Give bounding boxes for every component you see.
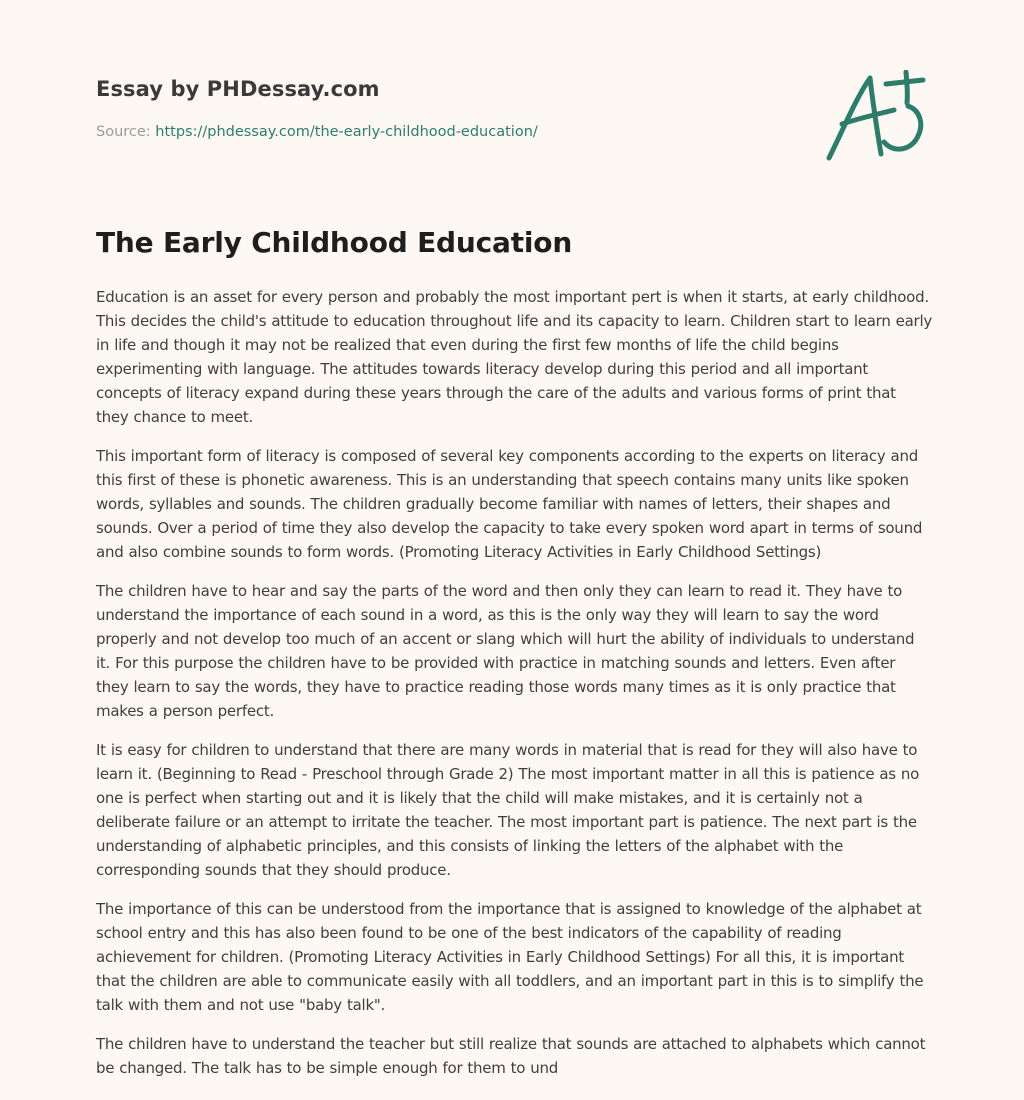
essay-paragraph: It is easy for children to understand that there are many words in material that is read for they will also have to learn it. (Beginning to Read - Preschool through Grade 2) The most important matter in all this is patience as no one is perfect when starting out and it is likely that the child will make mistakes, and it is certainly not a deliberate failure or an attempt to irritate the teacher. The most important part is patience. The next part is the understanding of alphabetic principles, and this consists of linking the letters of the alphabet with the corresponding sounds that they should produce.	[96, 741, 920, 879]
essay-title: The Early Childhood Education	[96, 226, 573, 259]
a-plus-grade-icon	[826, 70, 926, 164]
essay-paragraph: This important form of literacy is composed of several key components according to the experts on literacy and this first of these is phonetic awareness. This is an understanding that speech contains many units like spoken words, syllables and sounds. The children gradually become familiar with names of letters, their shapes and sounds. Over a period of time they also develop the capacity to take every spoken word apart in terms of sound and also combine sounds to form words. (Promoting Literacy Activities in Early Childhood Settings)	[96, 447, 923, 561]
essay-paragraph: Education is an asset for every person and probably the most important pert is when it starts, at early childhood. This decides the child's attitude to education throughout life and its capacity to learn. Children start to learn early in life and though it may not be realized that even during the first few months of life the child begins experimenting with language. The attitudes towards literacy develop during this period and all important concepts of literacy expand during these years through the care of the adults and various forms of print that they chance to meet.	[96, 288, 932, 426]
essay-body	[96, 285, 932, 1095]
essay-paragraph: The children have to hear and say the parts of the word and then only they can learn to read it. They have to understand the importance of each sound in a word, as this is the only way they will learn to say the word properly and not develop too much of an accent or slang which will hurt the ability of individuals to understand it. For this purpose the children have to be provided with practice in matching sounds and letters. Even after they learn to say the words, they have to practice reading those words many times as it is only practice that makes a person perfect.	[96, 582, 915, 720]
essay-paragraph: The children have to understand the teacher but still realize that sounds are attached to alphabets which cannot be changed. The talk has to be simple enough for them to und	[96, 1035, 926, 1077]
source-label: Source:	[96, 124, 156, 140]
source-link[interactable]: https://phdessay.com/the-early-childhood-education/	[155, 124, 538, 140]
source-line	[96, 124, 538, 140]
site-brand: Essay by PHDessay.com	[96, 77, 380, 101]
essay-paragraph: The importance of this can be understood from the importance that is assigned to knowledge of the alphabet at school entry and this has also been found to be one of the best indicators of the capability of reading achievement for children. (Promoting Literacy Activities in Early Childhood Settings) For all this, it is important that the children are able to communicate easily with all toddlers, and an important part in this is to simplify the talk with them and not use "baby talk".	[96, 900, 924, 1014]
